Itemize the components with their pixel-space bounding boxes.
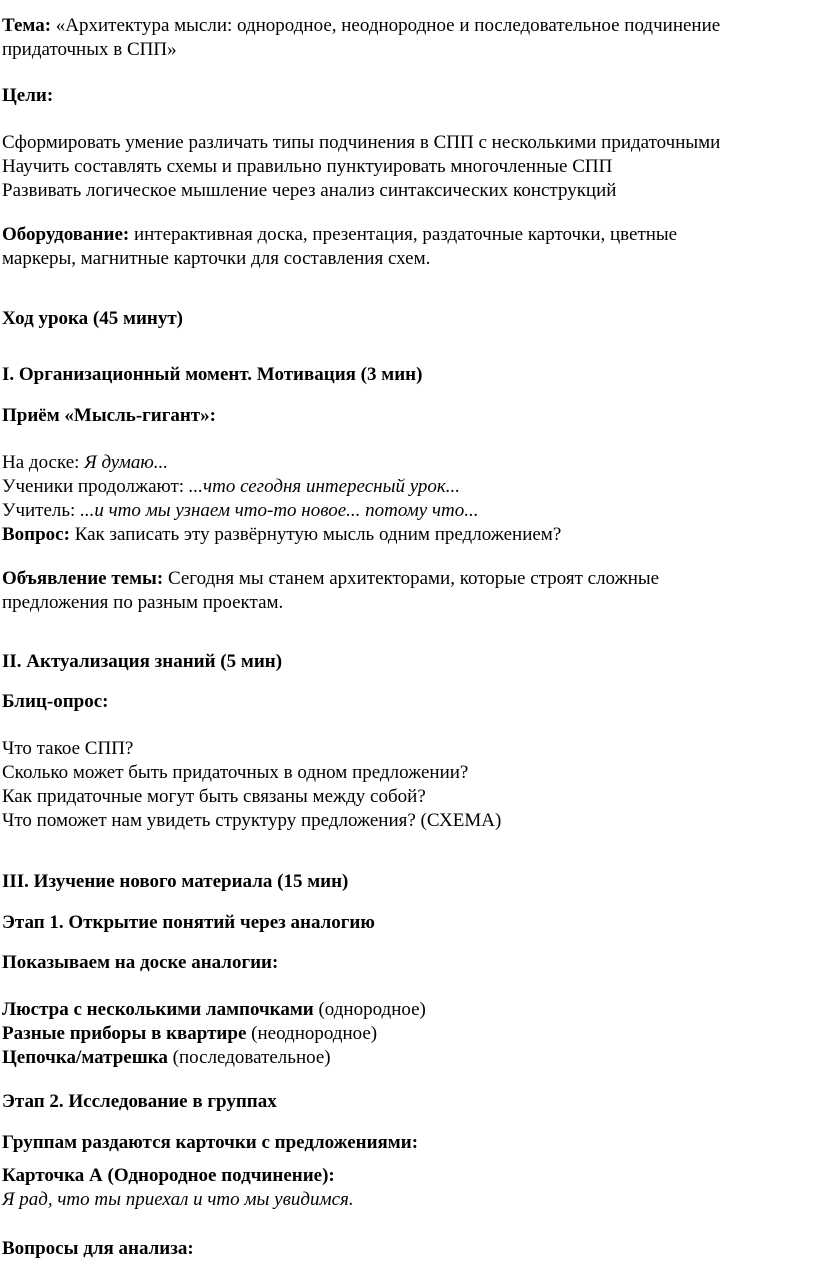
students-phrase: ...что сегодня интересный урок... bbox=[188, 476, 461, 497]
equipment-text-line2: маркеры, магнитные карточки для составления схем. bbox=[2, 248, 431, 269]
stage1-heading bbox=[2, 911, 810, 935]
blitz-heading-text: Блиц-опрос: bbox=[2, 691, 109, 712]
question-label: Вопрос: bbox=[2, 524, 70, 545]
blitz-question: Как придаточные могут быть связаны между собой? bbox=[2, 786, 426, 807]
students-label: Ученики продолжают: bbox=[2, 476, 189, 497]
blitz-questions bbox=[2, 737, 810, 833]
analogy-name: Цепочка/матрешка bbox=[2, 1047, 168, 1068]
equipment-text-line1: интерактивная доска, презентация, раздаточные карточки, цветные bbox=[129, 224, 678, 245]
analogy-type: (неоднородное) bbox=[246, 1023, 378, 1044]
section1-heading-text: I. Организационный момент. Мотивация (3 мин) bbox=[2, 364, 423, 385]
lesson-heading bbox=[2, 307, 810, 331]
teacher-phrase: ...и что мы узнаем что-то новое... потому что... bbox=[80, 500, 479, 521]
blitz-question: Что поможет нам увидеть структуру предложения? (СХЕМА) bbox=[2, 810, 502, 831]
goal-item: Развивать логическое мышление через анализ синтаксических конструкций bbox=[2, 180, 617, 201]
stage2-heading bbox=[2, 1090, 810, 1114]
section1-heading bbox=[2, 363, 810, 387]
card-a-title: Карточка А (Однородное подчинение): bbox=[2, 1165, 335, 1186]
section2-heading-text: II. Актуализация знаний (5 мин) bbox=[2, 651, 283, 672]
goals-heading-text: Цели: bbox=[2, 85, 54, 106]
analogy-type: (последовательное) bbox=[167, 1047, 331, 1068]
announcement-label: Объявление темы: bbox=[2, 568, 164, 589]
blitz-question: Что такое СПП? bbox=[2, 738, 134, 759]
board-phrase: Я думаю... bbox=[84, 452, 169, 473]
teacher-label: Учитель: bbox=[2, 500, 81, 521]
equipment-label: Оборудование: bbox=[2, 224, 130, 245]
analogy-item bbox=[2, 998, 810, 1022]
cards-intro bbox=[2, 1131, 810, 1155]
analogies-intro-text: Показываем на доске аналогии: bbox=[2, 952, 279, 973]
analogy-type: (однородное) bbox=[313, 999, 426, 1020]
analysis-questions-heading bbox=[2, 1237, 810, 1261]
section3-heading bbox=[2, 870, 810, 894]
goals-list bbox=[2, 131, 810, 203]
goal-item: Сформировать умение различать типы подчинения в СПП с несколькими придаточными bbox=[2, 132, 721, 153]
stage1-heading-text: Этап 1. Открытие понятий через аналогию bbox=[2, 912, 375, 933]
goals-heading bbox=[2, 84, 810, 108]
blitz-heading bbox=[2, 690, 810, 714]
announcement-text-line1: Сегодня мы станем архитекторами, которые строят сложные bbox=[163, 568, 660, 589]
analogy-name: Разные приборы в квартире bbox=[2, 1023, 247, 1044]
announcement-text-line2: предложения по разным проектам. bbox=[2, 592, 284, 613]
section3-heading-text: III. Изучение нового материала (15 мин) bbox=[2, 871, 349, 892]
topic-text-line2: придаточных в СПП» bbox=[2, 39, 177, 60]
analogy-name: Люстра с несколькими лампочками bbox=[2, 999, 314, 1020]
question-text: Как записать эту развёрнутую мысль одним предложением? bbox=[69, 524, 562, 545]
technique-heading-text: Приём «Мысль-гигант»: bbox=[2, 405, 216, 426]
topic-text-line1: «Архитектура мысли: однородное, неоднородное и последовательное подчинение bbox=[51, 15, 721, 36]
blitz-question: Сколько может быть придаточных в одном предложении? bbox=[2, 762, 469, 783]
equipment-paragraph bbox=[2, 223, 810, 271]
card-a-sentence: Я рад, что ты приехал и что мы увидимся. bbox=[2, 1189, 354, 1210]
board-label: На доске: bbox=[2, 452, 85, 473]
announcement-paragraph bbox=[2, 567, 810, 615]
analysis-questions-heading-text: Вопросы для анализа: bbox=[2, 1238, 194, 1259]
cards-intro-text: Группам раздаются карточки с предложениями: bbox=[2, 1132, 419, 1153]
analogy-item bbox=[2, 1022, 810, 1046]
goal-item: Научить составлять схемы и правильно пунктуировать многочленные СПП bbox=[2, 156, 613, 177]
lesson-heading-text: Ход урока (45 минут) bbox=[2, 308, 184, 329]
topic-paragraph bbox=[2, 14, 810, 62]
analogies-intro bbox=[2, 951, 810, 975]
technique-heading bbox=[2, 404, 810, 428]
card-a bbox=[2, 1164, 810, 1212]
analogies-list bbox=[2, 998, 810, 1070]
analogy-item bbox=[2, 1046, 810, 1070]
stage2-heading-text: Этап 2. Исследование в группах bbox=[2, 1091, 277, 1112]
section2-heading bbox=[2, 650, 810, 674]
dialogue-block bbox=[2, 451, 810, 547]
topic-label: Тема: bbox=[2, 15, 52, 36]
